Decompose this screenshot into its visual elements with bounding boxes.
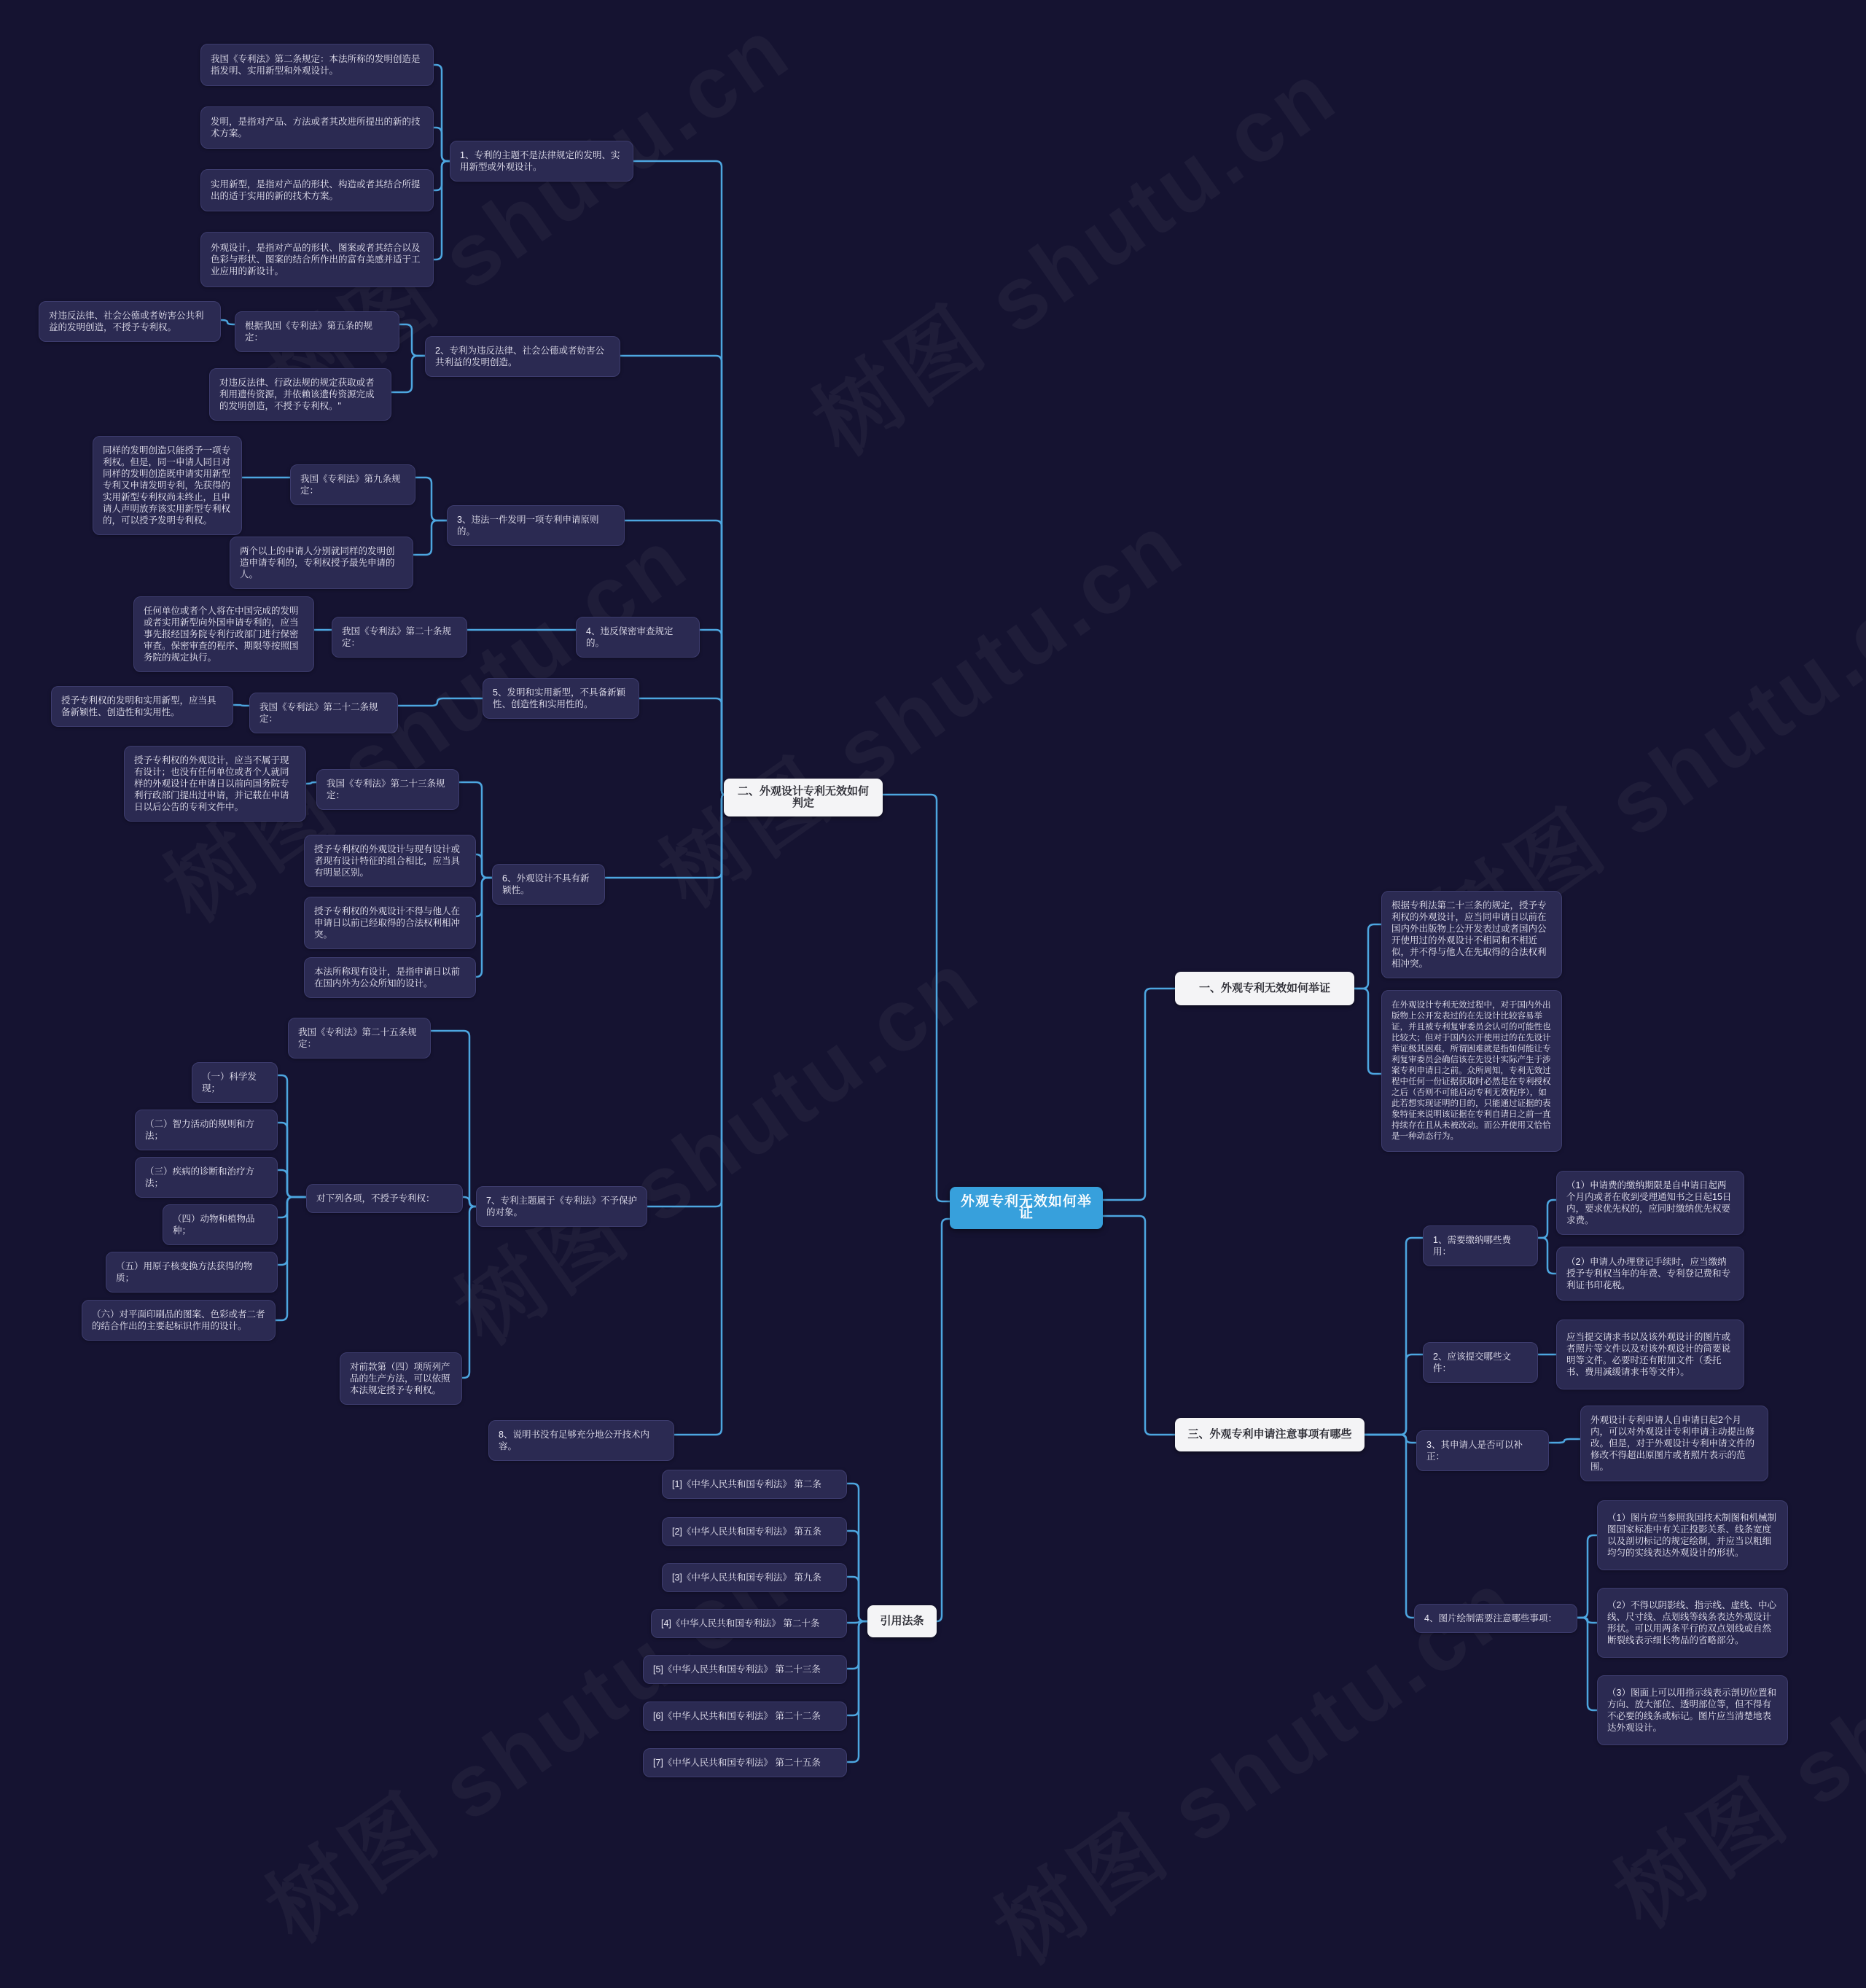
judge-item-6[interactable]: 6、外观设计不具有新颖性。 [492, 864, 605, 905]
definition-invention[interactable]: 发明，是指对产品、方法或者其改进所提出的新的技术方案。 [200, 106, 434, 149]
article5-detail-1[interactable]: 对违反法律、社会公德或者妨害公共利益的发明创造，不授予专利权。 [39, 301, 221, 342]
cited-law-5[interactable]: [5]《中华人民共和国专利法》 第二十三条 [643, 1655, 847, 1684]
amendment-detail[interactable]: 外观设计专利申请人自申请日起2个月内，可以对外观设计专利申请主动提出修改。但是，对于外观设计专利申请文件的修改不得超出原图片或者照片表示的范围。 [1580, 1406, 1768, 1481]
cited-laws-header[interactable]: 引用法条 [867, 1605, 937, 1637]
no-patent-label[interactable]: 对下列各项，不授予专利权： [306, 1184, 463, 1213]
judge-item-5[interactable]: 5、发明和实用新型，不具备新颖性、创造性和实用性的。 [483, 678, 639, 719]
excluded-item-2[interactable]: （二）智力活动的规则和方法； [135, 1110, 278, 1150]
judge-item-7[interactable]: 7、专利主题属于《专利法》不予保护的对象。 [476, 1186, 647, 1227]
judge-item-8[interactable]: 8、说明书没有足够充分地公开技术内容。 [488, 1420, 674, 1461]
fees-detail-1[interactable]: （1）申请费的缴纳期限是自申请日起两个月内或者在收到受理通知书之日起15日内，要求优先权的，应同时缴纳优先权要求费。 [1556, 1171, 1744, 1235]
article23-detail-2[interactable]: 授予专利权的外观设计与现有设计或者现有设计特征的组合相比，应当具有明显区别。 [304, 835, 476, 887]
article23-detail-1[interactable]: 授予专利权的外观设计，应当不属于现有设计；也没有任何单位或者个人就同样的外观设计在申请日以前向国务院专利行政部门提出过申请，并记载在申请日以后公告的专利文件中。 [124, 746, 306, 822]
excluded-item-1[interactable]: （一）科学发现； [192, 1062, 278, 1103]
section-1-header[interactable]: 一、外观专利无效如何举证 [1175, 972, 1354, 1005]
judge-item-2[interactable]: 2、专利为违反法律、社会公德或者妨害公共利益的发明创造。 [425, 336, 620, 377]
watermark [785, 26, 1358, 479]
excluded-item-3[interactable]: （三）疾病的诊断和治疗方法； [135, 1157, 278, 1198]
judge-item-4[interactable]: 4、违反保密审查规定的。 [576, 617, 700, 658]
apply-item-drawing[interactable]: 4、图片绘制需要注意哪些事项： [1414, 1604, 1577, 1633]
fees-detail-2[interactable]: （2）申请人办理登记手续时，应当缴纳授予专利权当年的年费、专利登记费和专利证书印花税。 [1556, 1247, 1744, 1301]
drawing-detail-2[interactable]: （2）不得以阴影线、指示线、虚线、中心线、尺寸线、点划线等线条表达外观设计形状。可以用两条平行的双点划线或自然断裂线表示细长物品的省略部分。 [1597, 1588, 1788, 1658]
cited-law-1[interactable]: [1]《中华人民共和国专利法》 第二条 [662, 1470, 847, 1499]
drawing-detail-3[interactable]: （3）图面上可以用指示线表示剖切位置和方向、放大部位、透明部位等，但不得有不必要的线条或标记。图片应当清楚地表达外观设计。 [1597, 1675, 1788, 1745]
watermark [967, 1535, 1540, 1988]
apply-item-fees[interactable]: 1、需要缴纳哪些费用： [1423, 1225, 1538, 1266]
root-node[interactable]: 外观专利无效如何举证 [950, 1187, 1103, 1229]
excluded-item-5[interactable]: （五）用原子核变换方法获得的物质； [106, 1252, 278, 1293]
proof-paragraph-2[interactable]: 在外观设计专利无效过程中，对于国内外出版物上公开发表过的在先设计比较容易举证，并且被专利复审委员会认可的可能性也比较大；但对于国内公开使用过的在先设计举证极其困难，所谓困难就是指如何能让专利复审委员会确信该在先设计实际产生于涉案专利申请日之前。众所周知，专利无效过程中任何一份证据获取时必然是在专利授权之后（否则不可能启动专利无效程序），如此若想实现证明的目的，只能通过证据的表象特征来说明该证据在专利自请日之前一直持续存在且从未被改动。而公开使用又恰恰是一种动态行为。 [1381, 990, 1562, 1152]
watermark [428, 915, 1001, 1368]
article23-detail-4[interactable]: 本法所称现有设计，是指申请日以前在国内外为公众所知的设计。 [304, 957, 476, 998]
excluded-item-6[interactable]: （六）对平面印刷品的图案、色彩或者二者的结合作出的主要起标识作用的设计。 [82, 1300, 276, 1341]
article20-detail[interactable]: 任何单位或者个人将在中国完成的发明或者实用新型向外国申请专利的，应当事先报经国务院专利行政部门进行保密审查。保密审查的程序、期限等按照国务院的规定执行。 [133, 596, 314, 672]
cited-law-6[interactable]: [6]《中华人民共和国专利法》 第二十二条 [643, 1702, 847, 1731]
article22-rule[interactable]: 我国《专利法》第二十二条规定： [249, 693, 398, 733]
apply-item-documents[interactable]: 2、应该提交哪些文件： [1423, 1342, 1538, 1383]
article9-detail-2[interactable]: 两个以上的申请人分别就同样的发明创造申请专利的，专利权授予最先申请的人。 [230, 537, 413, 589]
definition-utility-model[interactable]: 实用新型，是指对产品的形状、构造或者其结合所提出的适于实用的新的技术方案。 [200, 169, 434, 211]
cited-law-2[interactable]: [2]《中华人民共和国专利法》 第五条 [662, 1517, 847, 1546]
article5-detail-2[interactable]: 对违反法律、行政法规的规定获取或者利用遗传资源，并依赖该遗传资源完成的发明创造，不授予专利权。" [209, 368, 391, 421]
judge-item-3[interactable]: 3、违法一件发明一项专利申请原则的。 [447, 505, 625, 546]
drawing-detail-1[interactable]: （1）图片应当参照我国技术制图和机械制图国家标准中有关正投影关系、线条宽度以及剖切标记的规定绘制，并应当以粗细均匀的实线表达外观设计的形状。 [1597, 1500, 1788, 1570]
cited-law-7[interactable]: [7]《中华人民共和国专利法》 第二十五条 [643, 1748, 847, 1777]
cited-law-4[interactable]: [4]《中华人民共和国专利法》 第二十条 [651, 1609, 847, 1638]
article25-method-note[interactable]: 对前款第（四）项所列产品的生产方法，可以依照本法规定授予专利权。 [340, 1352, 462, 1405]
article25-rule[interactable]: 我国《专利法》第二十五条规定： [288, 1018, 431, 1059]
documents-detail[interactable]: 应当提交请求书以及该外观设计的图片或者照片等文件以及对该外观设计的简要说明等文件。必要时还有附加文件（委托书、费用减缓请求书等文件）。 [1556, 1320, 1744, 1389]
article23-detail-3[interactable]: 授予专利权的外观设计不得与他人在申请日以前已经取得的合法权利相冲突。 [304, 897, 476, 949]
watermark [632, 477, 1205, 931]
article20-rule[interactable]: 我国《专利法》第二十条规定： [332, 617, 467, 658]
article23-rule[interactable]: 我国《专利法》第二十三条规定： [316, 769, 459, 810]
apply-item-amendment[interactable]: 3、其申请人是否可以补正： [1416, 1430, 1549, 1471]
article9-rule[interactable]: 我国《专利法》第九条规定： [290, 464, 415, 505]
article9-detail-1[interactable]: 同样的发明创造只能授予一项专利权。但是，同一申请人同日对同样的发明创造既申请实用新型专利又申请发明专利，先获得的实用新型专利权尚未终止，且申请人声明放弃该实用新型专利权的，可以授予发明专利权。 [93, 436, 242, 535]
excluded-item-4[interactable]: （四）动物和植物品种； [163, 1204, 278, 1245]
section-2-header[interactable]: 二、外观设计专利无效如何判定 [724, 779, 883, 816]
cited-law-3[interactable]: [3]《中华人民共和国专利法》 第九条 [662, 1563, 847, 1592]
section-3-header[interactable]: 三、外观专利申请注意事项有哪些 [1175, 1418, 1365, 1451]
article22-detail[interactable]: 授予专利权的发明和实用新型，应当具备新颖性、创造性和实用性。 [51, 686, 233, 727]
article2-rule[interactable]: 我国《专利法》第二条规定：本法所称的发明创造是指发明、实用新型和外观设计。 [200, 44, 434, 86]
definition-design[interactable]: 外观设计，是指对产品的形状、图案或者其结合以及色彩与形状、图案的结合所作出的富有美感并适于工业应用的新设计。 [200, 232, 434, 287]
proof-paragraph-1[interactable]: 根据专利法第二十三条的规定，授予专利权的外观设计，应当同申请日以前在国内外出版物上公开发表过或者国内公开使用过的外观设计不相同和不相近似，并不得与他人在先取得的合法权利相冲突。 [1381, 891, 1562, 978]
judge-item-1[interactable]: 1、专利的主题不是法律规定的发明、实用新型或外观设计。 [450, 141, 633, 182]
article5-rule[interactable]: 根据我国《专利法》第五条的规定： [235, 311, 399, 352]
